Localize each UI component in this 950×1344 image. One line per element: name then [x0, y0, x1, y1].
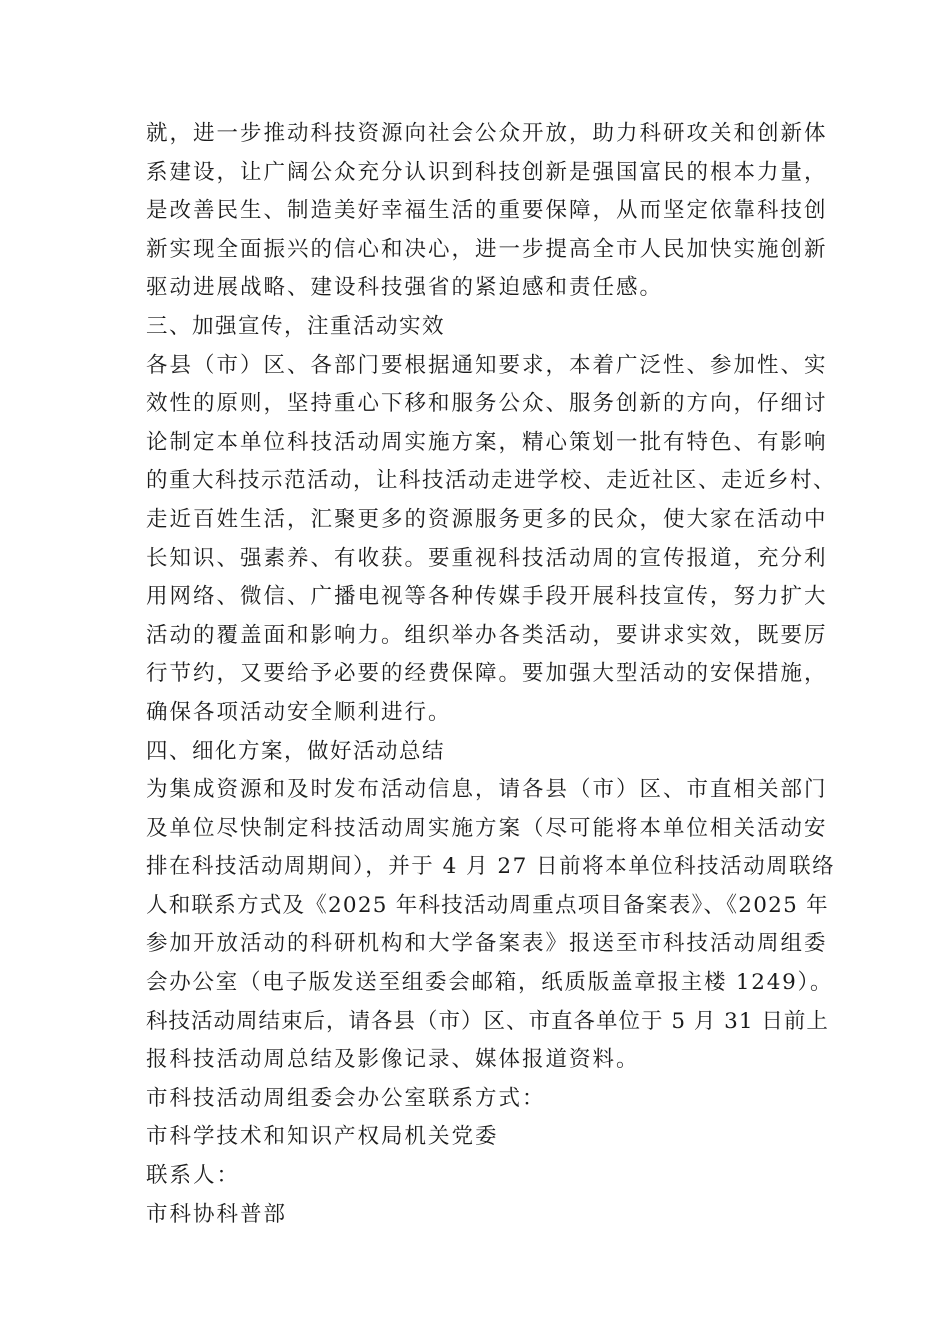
body-line: 的重大科技示范活动，让科技活动走进学校、走近社区、走近乡村、: [146, 468, 837, 494]
body-line: 就，进一步推动科技资源向社会公众开放，助力科研攻关和创新体: [146, 121, 828, 146]
body-line: 为集成资源和及时发布活动信息，请各县（市）区、市直相关部门: [146, 777, 828, 803]
contact-heading: 市科技活动周组委会办公室联系方式：: [146, 1085, 546, 1111]
document-body: [146, 115, 837, 1234]
section-heading-3: 三、加强宣传，注重活动实效: [146, 313, 446, 339]
body-line: 报科技活动周总结及影像记录、媒体报道资料。: [146, 1047, 640, 1073]
body-line: 新实现全面振兴的信心和决心，进一步提高全市人民加快实施创新: [146, 236, 828, 262]
body-line: 效性的原则，坚持重心下移和服务公众、服务创新的方向，仔细讨: [146, 391, 828, 417]
body-line: 人和联系方式及《2025 年科技活动周重点项目备案表》、《2025 年: [146, 892, 829, 918]
contact-organization: 市科学技术和知识产权局机关党委: [146, 1124, 499, 1150]
body-line: 会办公室（电子版发送至组委会邮箱，纸质版盖章报主楼 1249）。: [146, 970, 834, 996]
body-line: 排在科技活动周期间），并于 4 月 27 日前将本单位科技活动周联络: [146, 854, 836, 880]
contact-department: 市科协科普部: [146, 1201, 288, 1227]
body-line: 科技活动周结束后，请各县（市）区、市直各单位于 5 月 31 日前上: [146, 1008, 829, 1034]
body-line: 走近百姓生活，汇聚更多的资源服务更多的民众，使大家在活动中: [146, 506, 828, 532]
body-line: 系建设，让广阔公众充分认识到科技创新是强国富民的根本力量，: [146, 159, 828, 185]
body-line: 驱动进展战略、建设科技强省的紧迫感和责任感。: [146, 275, 664, 301]
body-line: 是改善民生、制造美好幸福生活的重要保障，从而坚定依靠科技创: [146, 198, 828, 224]
body-line: 及单位尽快制定科技活动周实施方案（尽可能将本单位相关活动安: [146, 815, 828, 841]
body-line: 活动的覆盖面和影响力。组织举办各类活动，要讲求实效，既要厉: [146, 622, 828, 648]
contact-person-label: 联系人：: [146, 1163, 241, 1189]
body-line: 长知识、强素养、有收获。要重视科技活动周的宣传报道，充分利: [146, 545, 828, 571]
body-line: 确保各项活动安全顺利进行。: [146, 699, 452, 725]
body-line: 用网络、微信、广播电视等各种传媒手段开展科技宣传，努力扩大: [146, 584, 828, 610]
body-line: 参加开放活动的科研机构和大学备案表》报送至市科技活动周组委: [146, 931, 828, 957]
body-line: 行节约，又要给予必要的经费保障。要加强大型活动的安保措施，: [146, 661, 828, 687]
body-line: 论制定本单位科技活动周实施方案，精心策划一批有特色、有影响: [146, 429, 828, 455]
section-heading-4: 四、细化方案，做好活动总结: [146, 738, 446, 764]
body-line: 各县（市）区、各部门要根据通知要求，本着广泛性、参加性、实: [146, 352, 828, 378]
